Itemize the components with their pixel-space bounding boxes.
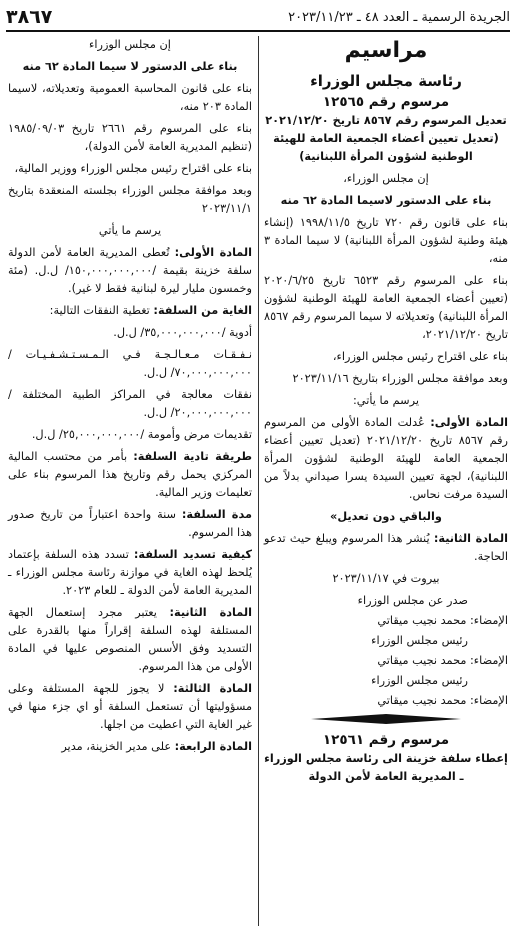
article-label: المادة الثانية: bbox=[169, 606, 252, 619]
column-divider bbox=[258, 36, 259, 926]
article-text: عُدلت المادة الأولى من المرسوم رقم ٨٥٦٧ تاريخ ٢٠٢١/١٢/٢٠ (تعديل تعيين أعضاء الجمعية العامة للهيئة الوطنية لشؤون المرأة اللبنانية)، لجهة تعيين السيدة يسرا صيداني بدلاً من السيدة مرفت نحاس. bbox=[264, 416, 508, 501]
article-label: طريقة تادية السلفة: bbox=[133, 450, 252, 463]
recital: وبعد موافقة مجلس الوزراء بتاريخ ٢٠٢٣/١١/١٦ bbox=[292, 372, 508, 385]
preamble: إن مجلس الوزراء bbox=[89, 38, 171, 51]
ministry-title: رئاسة مجلس الوزراء bbox=[310, 72, 462, 90]
article-label: المادة الرابعة: bbox=[174, 740, 252, 753]
recital: بناء على قانون المحاسبة العمومية وتعديلاته، لاسيما المادة ٢٠٣ منه، bbox=[8, 82, 252, 113]
recital: بناء على قانون رقم ٧٢٠ تاريخ ١٩٩٨/١١/٥ (إنشاء هيئة وطنية لشؤون المرأة اللبنانية) لا سيما المادة ٣ منه، bbox=[264, 216, 508, 265]
section-title: مراسيم bbox=[344, 38, 428, 63]
signature-line: الإمضاء: محمد نجيب ميقاتي bbox=[377, 614, 508, 627]
separator-ornament-icon bbox=[264, 714, 508, 724]
signature-line: صدر عن مجلس الوزراء bbox=[357, 594, 468, 607]
recital: بناء على المرسوم رقم ٢٦٦١ تاريخ ١٩٨٥/٠٩/٠٣ (تنظيم المديرية العامة لأمن الدولة)، bbox=[8, 122, 252, 153]
article-label: المادة الأولى: bbox=[430, 416, 508, 429]
article-label: مدة السلفة: bbox=[181, 508, 252, 521]
preamble: إن مجلس الوزراء، bbox=[343, 172, 429, 185]
article-label: كيفية تسديد السلفة: bbox=[133, 548, 252, 561]
expense-item: نفقات معالجة في المراكز الطبية المختلفة /٢٠,٠٠٠,٠٠٠,٠٠٠/ ل.ل. bbox=[8, 388, 252, 419]
article bbox=[8, 448, 252, 502]
page-header bbox=[6, 4, 510, 32]
decree-number: مرسوم رقم ١٢٥٦٥ bbox=[322, 94, 450, 110]
article bbox=[264, 530, 508, 566]
article-label: المادة الثالثة: bbox=[173, 682, 252, 695]
article bbox=[8, 506, 252, 542]
article-text: تسدد هذه السلفة بإعتماد يُلحظ لهذه الغاية في موازنة رئاسة مجلس الوزراء ـ المديرية العامة لأمن الدولة ـ للعام ٢٠٢٣. bbox=[8, 548, 252, 597]
article-text: بأمر من محتسب المالية المركزي يحمل رقم وتاريخ هذا المرسوم بناء على تعليمات وزير المالية. bbox=[8, 450, 252, 499]
page-number: ٣٨٦٧ bbox=[6, 6, 53, 28]
signature-line: رئيس مجلس الوزراء bbox=[371, 674, 468, 687]
article-text: تُعطى المديرية العامة لأمن الدولة سلفة خزينة بقيمة /١٥٠,٠٠٠,٠٠٠,٠٠٠/ ل.ل. (مئة وخمسون مليار ليرة لبنانية فقط لا غير). bbox=[8, 246, 252, 295]
signature-line: الإمضاء: محمد نجيب ميقاتي bbox=[377, 694, 508, 707]
decree-intro: يرسم ما يأتي bbox=[98, 224, 162, 237]
recital: بناء على المرسوم رقم ٦٥٢٣ تاريخ ٢٠٢٠/٦/٢٥ (تعيين أعضاء الجمعية العامة للهيئة الوطنية لشؤون المرأة اللبنانية) وتعديلاته لا سيما المرسوم رقم ٨٥٦٧ تاريخ ٢٠٢١/١٢/٢٠، bbox=[264, 274, 508, 341]
preamble: بناء على الدستور لاسيما المادة ٦٢ منه bbox=[280, 194, 492, 207]
recital: بناء على اقتراح رئيس مجلس الوزراء ووزير المالية، bbox=[14, 162, 252, 175]
article bbox=[8, 546, 252, 600]
article bbox=[8, 604, 252, 676]
expense-item: نـفـقـات مـعـالـجـة فـي الـمـسـتـشـفـيـات /٧٠,٠٠٠,٠٠٠,٠٠٠/ ل.ل. bbox=[8, 348, 252, 379]
article-label: الغاية من السلفة: bbox=[153, 304, 252, 317]
recital: بناء على اقتراح رئيس مجلس الوزراء، bbox=[332, 350, 508, 363]
remainder-note: والباقي دون تعديل» bbox=[330, 510, 442, 523]
article-label: المادة الأولى: bbox=[174, 246, 252, 259]
article-text: على مدير الخزينة، مدير bbox=[61, 740, 175, 753]
decree-subject: إعطاء سلفة خزينة الى رئاسة مجلس الوزراء ـ المديرية العامة لأمن الدولة bbox=[264, 752, 508, 783]
left-column bbox=[8, 36, 252, 760]
article bbox=[8, 680, 252, 734]
signature-line: رئيس مجلس الوزراء bbox=[371, 634, 468, 647]
decree-intro: يرسم ما يأتي: bbox=[353, 394, 419, 407]
expense-item: أدوية /٣٥,٠٠٠,٠٠٠,٠٠٠/ ل.ل. bbox=[113, 326, 252, 339]
article-text: يعتبر مجرد إستعمال الجهة المستلفة لهذه السلفة إقراراً منها بالقدرة على التسديد وفق الأسس المنصوص عليها في المادة الأولى من هذا المرسوم. bbox=[8, 606, 252, 673]
decree-subject: تعديل المرسوم رقم ٨٥٦٧ تاريخ ٢٠٢١/١٢/٢٠ (تعديل تعيين أعضاء الجمعية العامة للهيئة الوطنية لشؤون المرأة اللبنانية) bbox=[265, 114, 507, 163]
article bbox=[8, 244, 252, 298]
signature-line: الإمضاء: محمد نجيب ميقاتي bbox=[377, 654, 508, 667]
expense-item: تقديمات مرض وأمومة /٢٥,٠٠٠,٠٠٠,٠٠٠/ ل.ل. bbox=[31, 428, 252, 441]
article-text: سنة واحدة اعتباراً من تاريخ صدور هذا المرسوم. bbox=[8, 508, 252, 539]
article bbox=[264, 414, 508, 504]
header-title: الجريدة الرسمية ـ العدد ٤٨ ـ ٢٠٢٣/١١/٢٣ bbox=[288, 9, 510, 25]
signing-date: بيروت في ٢٠٢٣/١١/١٧ bbox=[332, 572, 440, 585]
right-column bbox=[264, 36, 508, 790]
decree-number: مرسوم رقم ١٢٥٦١ bbox=[322, 732, 450, 748]
preamble: بناء على الدستور لا سيما المادة ٦٢ منه bbox=[22, 60, 238, 73]
article bbox=[8, 738, 252, 756]
article bbox=[8, 302, 252, 320]
article-text: لا يجوز للجهة المستلفة وعلى مسؤوليتها أن تستعمل السلفة أو اي جزء منها في غير الغاية التي اعطيت من اجلها. bbox=[8, 682, 252, 731]
article-text: يُنشر هذا المرسوم ويبلغ حيث تدعو الحاجة. bbox=[264, 532, 508, 563]
article-text: تغطية النفقات التالية: bbox=[49, 304, 154, 317]
article-label: المادة الثانية: bbox=[433, 532, 508, 545]
recital: وبعد موافقة مجلس الوزراء بجلسته المنعقدة بتاريخ ٢٠٢٣/١١/١ bbox=[8, 184, 252, 215]
